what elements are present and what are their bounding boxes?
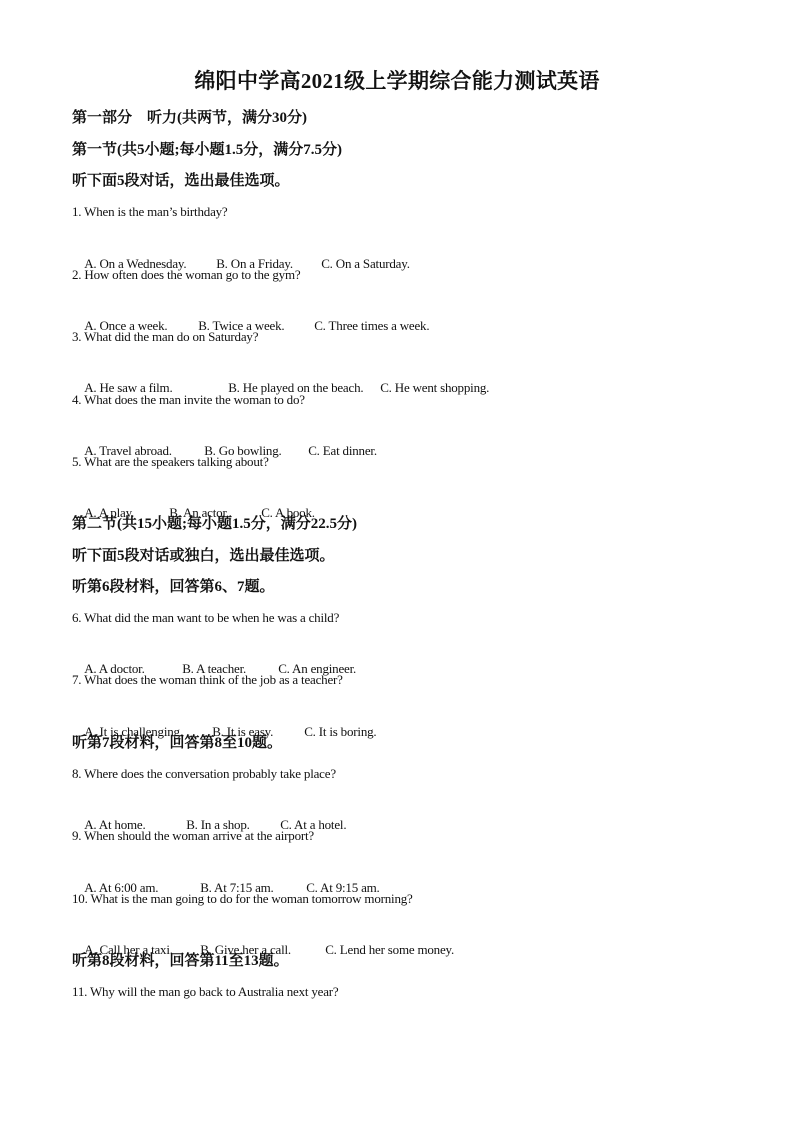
section-heading: 第一节(共5小题;每小题1.5分，满分7.5分) [72,142,342,158]
question-text: 2. How often does the woman go to the gym? [72,267,301,282]
option-c: C. It is boring. [304,724,377,739]
option-a: A. A doctor. [84,661,145,676]
material-heading: 听第6段材料，回答第6、7题。 [72,579,275,595]
option-c: C. At 9:15 am. [306,880,380,895]
question-text: 7. What does the woman think of the job as a teacher? [72,672,343,687]
question-text: 1. When is the man’s birthday? [72,204,228,219]
option-b: B. At 7:15 am. [200,880,274,895]
material-heading: 听第7段材料，回答第8至10题。 [72,735,283,751]
option-a: A. It is challenging. [84,724,183,739]
options-row [72,296,429,356]
option-a: A. Once a week. [84,318,168,333]
option-c: C. A book. [261,505,315,520]
option-c: C. He went shopping. [380,380,490,395]
options-row [72,421,377,481]
question-text: 9. When should the woman arrive at the airport? [72,828,314,843]
question-text: 5. What are the speakers talking about? [72,454,269,469]
option-b: B. In a shop. [186,817,250,832]
option-a: A. He saw a film. [84,380,173,395]
option-a: A. At 6:00 am. [84,880,159,895]
options-row [72,483,315,543]
section-heading: 第二节(共15小题;每小题1.5分，满分22.5分) [72,516,357,532]
option-a: A. A play. [84,505,135,520]
option-a: A. Call her a taxi. [84,942,173,957]
option-b: B. An actor. [169,505,229,520]
part-heading: 第一部分 听力(共两节，满分30分) [72,110,307,126]
options-row [72,234,410,294]
option-a: A. On a Wednesday. [84,256,187,271]
option-b: B. Go bowling. [204,443,282,458]
question-text: 3. What did the man do on Saturday? [72,329,259,344]
option-b: B. Twice a week. [198,318,285,333]
option-c: C. At a hotel. [280,817,347,832]
option-b: B. On a Friday. [216,256,293,271]
material-heading: 听第8段材料，回答第11至13题。 [72,953,289,969]
options-row [72,702,376,762]
section-instruction: 听下面5段对话或独白，选出最佳选项。 [72,548,335,564]
options-row [72,795,346,855]
option-c: C. On a Saturday. [321,256,410,271]
option-a: A. Travel abroad. [84,443,172,458]
question-text: 6. What did the man want to be when he was a child? [72,610,340,625]
options-row [72,920,454,980]
option-c: C. Eat dinner. [308,443,377,458]
option-c: C. Lend her some money. [325,942,455,957]
option-b: B. Give her a call. [200,942,291,957]
question-text: 4. What does the man invite the woman to do? [72,392,305,407]
question-text: 8. Where does the conversation probably take place? [72,766,336,781]
question-text: 10. What is the man going to do for the woman tomorrow morning? [72,891,413,906]
page-title: 绵阳中学高2021级上学期综合能力测试英语 [194,69,600,93]
question-text: 11. Why will the man go back to Australia next year? [72,984,339,999]
options-row [72,639,356,699]
section-instruction: 听下面5段对话，选出最佳选项。 [72,173,290,189]
option-b: B. It is easy. [212,724,274,739]
option-a: A. At home. [84,817,146,832]
option-c: C. Three times a week. [314,318,430,333]
option-c: C. An engineer. [278,661,357,676]
option-b: B. A teacher. [182,661,247,676]
options-row [72,858,380,918]
option-b: B. He played on the beach. [228,380,364,395]
